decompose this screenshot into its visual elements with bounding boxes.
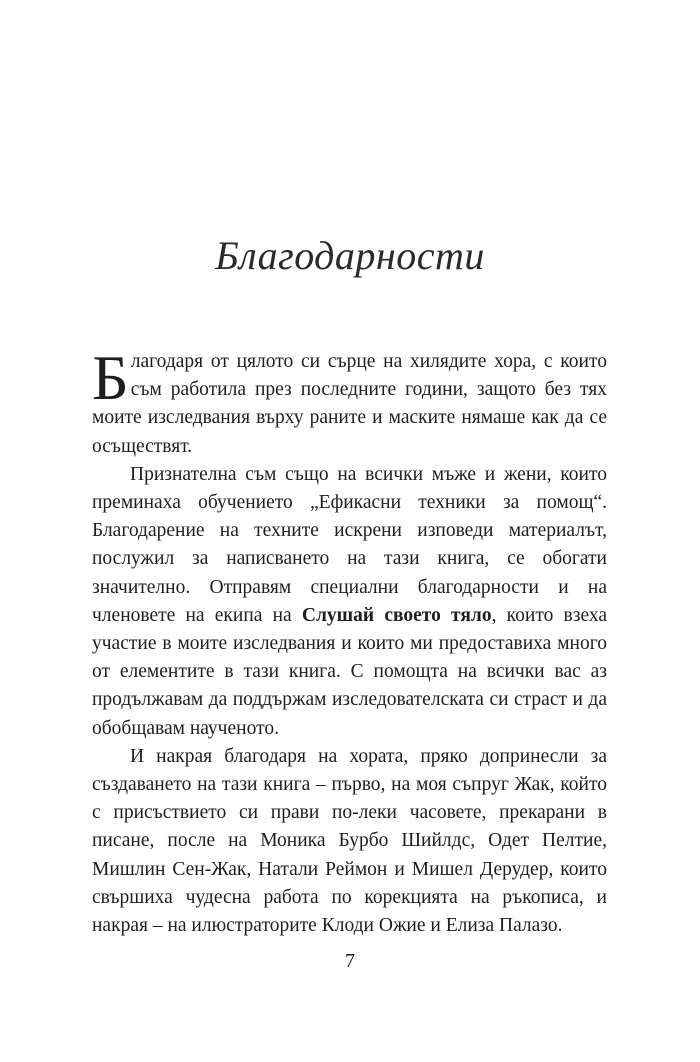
bold-team-name: Слушай своето тяло	[301, 604, 492, 626]
drop-cap: Б	[92, 342, 129, 413]
paragraph-2-text-end: , които взеха участие в моите изследвания и които ми предоставиха много от елементите в тази книга. С помощта на всички вас аз продължавам да поддържам изследователската си страст и да обобщавам наученото.	[92, 604, 608, 739]
paragraph-3	[92, 743, 607, 940]
page-number: 7	[345, 950, 355, 972]
paragraph-1	[92, 342, 607, 461]
paragraph-1-text: лагодаря от цялото си сърце на хилядите хора, с които съм работила през последните години, защото без тях моите изследвания върху раните и маските нямаше как да се осъществят.	[92, 351, 607, 457]
paragraph-3-text: И накрая благодаря на хората, пряко допринесли за създаването на тази книга – първо, на моя съпруг Жак, който с присъствието си прави по-леки часовете, прекарани в писане, после на Моника Бурбо Шийлдс, Одет Пелтие, Мишлин Сен-Жак, Натали Реймон и Мишел Дерудер, които свършиха чудесна работа по корекцията на ръкописа, и накрая – на илюстраторите Клоди Ожие и Елиза Палазо.	[92, 745, 607, 937]
page-title: Благодарности	[215, 233, 485, 278]
paragraph-2-text-start: Признателна съм също на всички мъже и жени, които преминаха обучението „Ефикасни техники за помощ“. Благодарение на техните искрени изповеди материалът, послужил за написването на тази книга, се обогати значително. Отправям специални благодарности и на членовете на екипа на	[92, 463, 607, 626]
paragraph-2	[92, 461, 607, 743]
acknowledgements-text	[92, 342, 608, 940]
